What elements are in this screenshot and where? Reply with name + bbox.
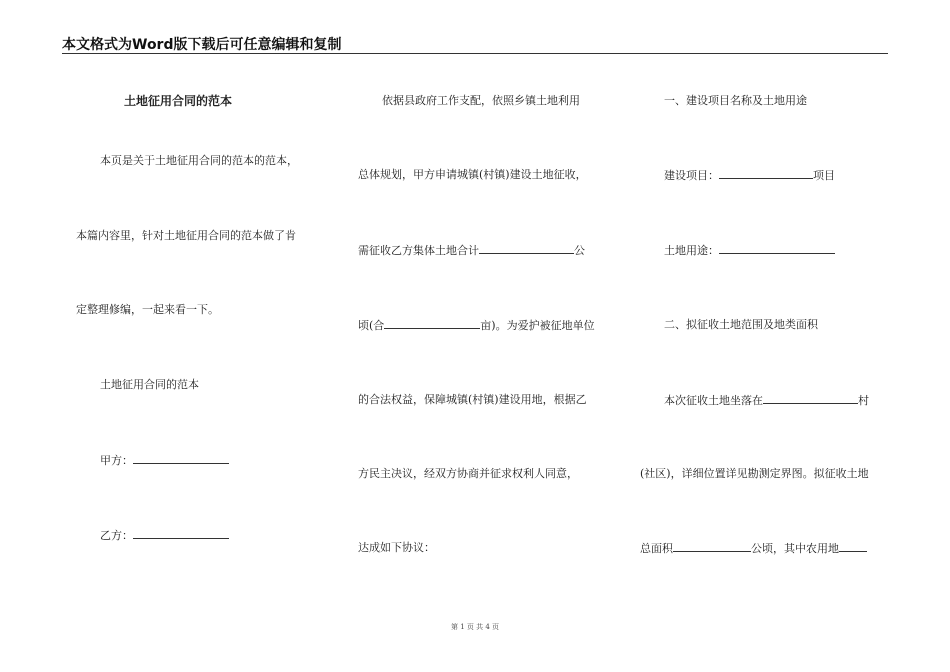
body-line-5: 的合法权益，保障城镇(村镇)建设用地，根据乙	[358, 393, 587, 406]
location-suffix: 村	[858, 394, 869, 407]
intro-line-1: 本页是关于土地征用合同的范本的范本，	[100, 154, 298, 167]
party-b-blank	[133, 528, 229, 539]
intro-line-2: 本篇内容里，针对土地征用合同的范本做了肯	[76, 229, 296, 242]
body-line-1: 依据县政府工作支配，依照乡镇土地利用	[382, 94, 580, 107]
intro-line-3: 定整理修编，一起来看一下。	[76, 303, 219, 316]
village-blank	[763, 393, 858, 404]
document-header: 本文格式为Word版下载后可任意编辑和复制	[62, 37, 342, 53]
body-line-6: 方民主决议，经双方协商并征求权利人同意，	[358, 467, 578, 480]
area-row	[640, 541, 867, 556]
party-b-label: 乙方：	[100, 529, 133, 542]
column-left	[76, 0, 326, 672]
party-a-row	[100, 453, 229, 468]
project-row	[664, 168, 835, 183]
body-line-3-unit: 公	[574, 244, 585, 257]
project-suffix: 项目	[813, 169, 835, 182]
land-use-blank	[719, 243, 835, 254]
location-line-2: (社区)，详细位置详见勘测定界图。拟征收土地	[640, 467, 869, 480]
body-line-3	[358, 243, 585, 258]
body-line-7: 达成如下协议：	[358, 541, 435, 554]
body-line-3-text: 需征收乙方集体土地合计	[358, 244, 479, 257]
document-title: 土地征用合同的范本	[124, 94, 233, 108]
body-line-2: 总体规划，甲方申请城镇(村镇)建设土地征收，	[358, 168, 587, 181]
area-label: 总面积	[640, 542, 673, 555]
location-row	[664, 393, 869, 408]
body-line-4-rest: 亩)。为爱护被征地单位	[480, 319, 595, 332]
location-label: 本次征收土地坐落在	[664, 394, 763, 407]
body-line-4	[358, 318, 595, 333]
area-mid-text: 公顷，其中农用地	[751, 542, 839, 555]
farmland-blank	[839, 541, 867, 552]
land-use-label: 土地用途：	[664, 244, 719, 257]
party-a-blank	[133, 453, 229, 464]
section-1-heading: 一、建设项目名称及土地用途	[664, 94, 807, 107]
total-hectares-blank	[673, 541, 751, 552]
party-a-label: 甲方：	[100, 454, 133, 467]
column-right	[640, 0, 890, 672]
land-use-row	[664, 243, 835, 258]
column-middle	[358, 0, 618, 672]
page-number: 第 1 页 共 4 页	[450, 623, 500, 631]
mu-area-blank	[384, 318, 480, 329]
section-2-heading: 二、拟征收土地范围及地类面积	[664, 318, 818, 331]
party-b-row	[100, 528, 229, 543]
body-line-4-text: 顷(合	[358, 319, 385, 332]
project-blank	[719, 168, 813, 179]
contract-subtitle: 土地征用合同的范本	[100, 378, 199, 391]
total-area-blank	[479, 243, 574, 254]
project-label: 建设项目：	[664, 169, 719, 182]
